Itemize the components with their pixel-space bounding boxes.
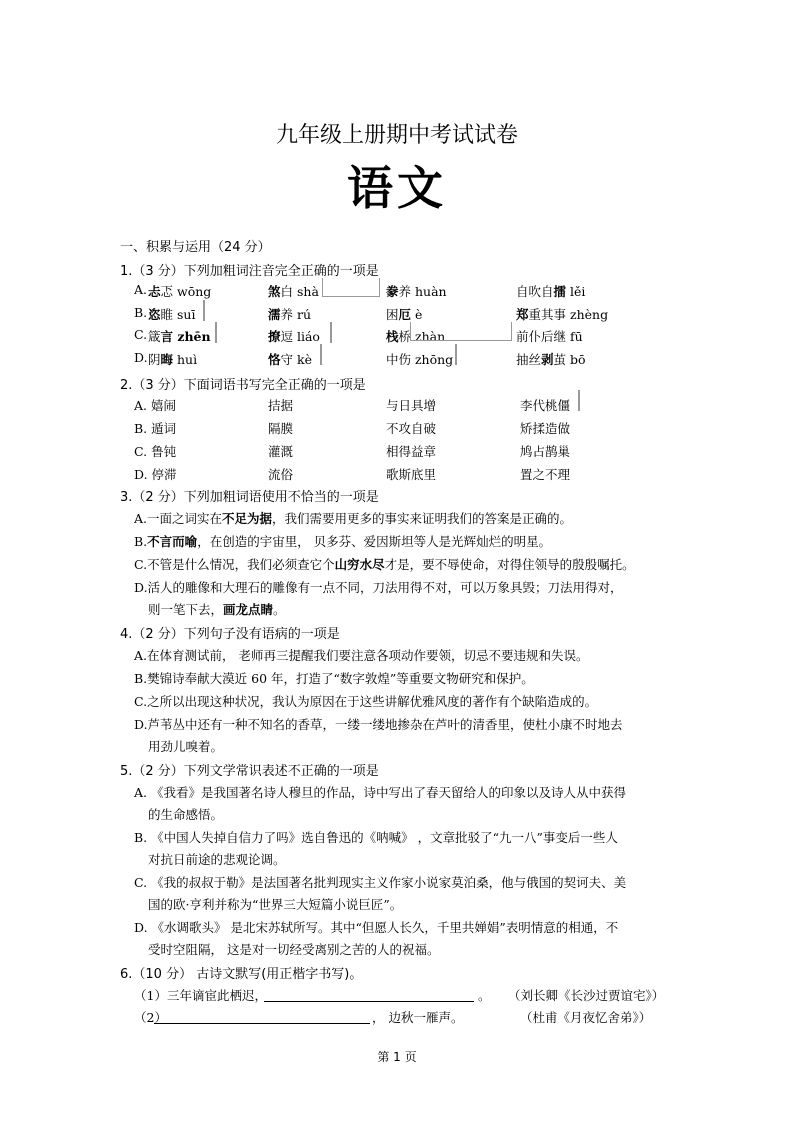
q1-option-item: 忐忑 wōng: [148, 284, 212, 299]
question-3-stem: 3.（2 分）下列加粗词语使用不恰当的一项是: [120, 490, 379, 505]
q2-option-word: 隔膜: [268, 421, 294, 436]
question-5-option-b-cont: 对抗日前途的悲观论调。: [148, 852, 286, 867]
poem-line-2-end: ， 边秋一雁声。: [372, 1010, 464, 1025]
answer-blank-1[interactable]: [264, 1001, 474, 1002]
q2-option-word: 不攻自破: [386, 421, 437, 436]
page-number: 第 1 页: [377, 1050, 417, 1064]
q2-option-word: 与日具增: [386, 398, 437, 413]
question-5-option-a: A. 《我看》是我国著名诗人穆旦的作品，诗中写出了春天留给人的印象以及诗人从中获得: [134, 785, 626, 800]
exam-title: 九年级上册期中考试试卷: [275, 123, 518, 148]
q1-option-item: 撩逗 liáo: [268, 329, 320, 344]
poem-line-2-prompt: （2）: [134, 1010, 167, 1025]
poem-line-1-prompt: （1）三年谪宦此栖迟，: [134, 988, 267, 1003]
question-4-option-c: C.之所以出现这种状况，我认为原因在于这些讲解优雅风度的著作有个缺陷造成的。: [134, 694, 598, 709]
question-4-option-d: D.芦苇丛中还有一种不知名的香草，一缕一缕地掺杂在芦叶的清香里，使杜小康不时地去: [134, 717, 623, 732]
decor-line: [320, 344, 322, 365]
q2-option-word: C. 鲁钝: [134, 444, 177, 459]
q2-option-word: 灌溉: [268, 444, 294, 459]
q2-option-word: B. 遁词: [134, 421, 177, 436]
q1-option-item: 自吹自擂 lěi: [516, 284, 586, 299]
decor-line: [578, 390, 580, 411]
decor-line: [455, 344, 457, 365]
answer-blank-2[interactable]: [154, 1023, 370, 1024]
decor-line: [322, 278, 380, 297]
decor-line: [410, 322, 512, 341]
q1-option-label: D.: [134, 349, 148, 365]
question-5-option-b: B. 《中国人失掉自信力了吗》选自鲁迅的《呐喊》 ，文章批驳了“九一八”事变后一些人: [134, 830, 618, 845]
question-5-option-d-cont: 受时空阻隔， 这是对一切经受离别之苦的人的祝福。: [148, 942, 440, 957]
question-5-option-d: D. 《水调歌头》 是北宋苏轼所写。其中“但愿人长久，千里共婵娟”表明情意的相通，不: [134, 920, 619, 935]
q1-option-item: 前仆后继 fū: [516, 329, 583, 344]
q2-option-word: 歌斯底里: [386, 467, 437, 482]
decor-line: [215, 322, 217, 343]
q2-option-word: 流俗: [268, 467, 294, 482]
q2-option-word: 相得益章: [386, 444, 437, 459]
decor-line: [330, 322, 332, 343]
q1-option-item: 恣睢 suī: [148, 306, 196, 322]
q1-option-item: 抽丝剥茧 bō: [516, 351, 586, 367]
q2-option-word: D. 停滞: [134, 467, 177, 482]
question-6-stem: 6.（10 分） 古诗文默写(用正楷字书写)。: [120, 967, 363, 982]
poem-line-1-end: 。: [478, 988, 491, 1003]
question-2-stem: 2.（3 分）下面词语书写完全正确的一项是: [120, 378, 366, 393]
q1-option-item: 栈桥 zhàn: [386, 329, 446, 344]
q1-option-item: 困厄 è: [386, 306, 423, 322]
question-3-option-c: C.不管是什么情况，我们必须查它个山穷水尽才是，要不辱使命，对得住领导的殷殷嘱托。: [134, 557, 635, 572]
q1-option-item: 中伤 zhōng: [386, 351, 454, 367]
q2-option-word: 矫揉造做: [520, 421, 571, 436]
question-5-option-a-cont: 的生命感悟。: [148, 807, 224, 822]
q1-option-item: 濡养 rú: [268, 306, 312, 322]
q2-option-word: 李代桃僵: [520, 398, 571, 413]
q2-option-word: 鸠占鹊巢: [520, 444, 571, 459]
question-5-option-c: C. 《我的叔叔于勒》是法国著名批判现实主义作家小说家莫泊桑，他与俄国的契诃夫、美: [134, 875, 627, 890]
question-4-option-b: B.樊锦诗奉献大漠近 60 年，打造了“数字敦煌”等重要文物研究和保护。: [134, 671, 534, 686]
q1-option-item: 恪守 kè: [268, 351, 312, 367]
q2-option-word: 置之不理: [520, 467, 571, 482]
q1-option-item: 阴晦 huì: [148, 351, 198, 367]
section-heading: 一、积累与运用（24 分）: [120, 240, 271, 255]
q1-option-label: A.: [134, 282, 148, 297]
q1-option-item: 煞白 shà: [268, 284, 319, 299]
poem-line-2-source: （杜甫《月夜忆舍弟》）: [520, 1010, 652, 1025]
question-3-option-b: B.不言而喻，在创造的宇宙里， 贝多芬、爱因斯坦等人是光辉灿烂的明星。: [134, 534, 552, 549]
question-3-option-d-cont: 则一笔下去，画龙点睛。: [148, 602, 286, 617]
question-4-option-d-cont: 用劲儿嗅着。: [148, 739, 224, 754]
q1-option-item: 郑重其事 zhèng: [516, 306, 609, 322]
decor-line: [203, 300, 205, 321]
poem-line-1-source: （刘长卿《长沙过贾谊宅》）: [508, 988, 665, 1003]
question-1-stem: 1.（3 分）下列加粗词注音完全正确的一项是: [120, 264, 379, 279]
question-3-option-a: A.一面之词实在不足为据，我们需要用更多的事实来证明我们的答案是正确的。: [134, 511, 573, 526]
q1-option-item: 豢养 huàn: [386, 284, 447, 299]
subject-title: 语文: [347, 161, 447, 215]
question-4-option-a: A.在体育测试前， 老师再三提醒我们要注意各项动作要领，切忌不要违规和失误。: [134, 648, 589, 663]
question-5-stem: 5.（2 分）下列文学常识表述不正确的一项是: [120, 764, 379, 779]
q1-option-item: 箴言 zhēn: [148, 329, 211, 344]
q1-option-label: B.: [134, 304, 148, 320]
q2-option-word: A. 嬉闹: [134, 398, 176, 413]
question-3-option-d: D.活人的雕像和大理石的雕像有一点不同，刀法用得不对，可以万象具毁；刀法用得对，: [134, 580, 623, 595]
question-5-option-c-cont: 国的欧·亨利并称为“世界三大短篇小说巨匠”。: [148, 897, 403, 912]
question-4-stem: 4.（2 分）下列句子没有语病的一项是: [120, 627, 340, 642]
q1-option-label: C.: [134, 327, 148, 342]
q2-option-word: 拮据: [268, 398, 294, 413]
